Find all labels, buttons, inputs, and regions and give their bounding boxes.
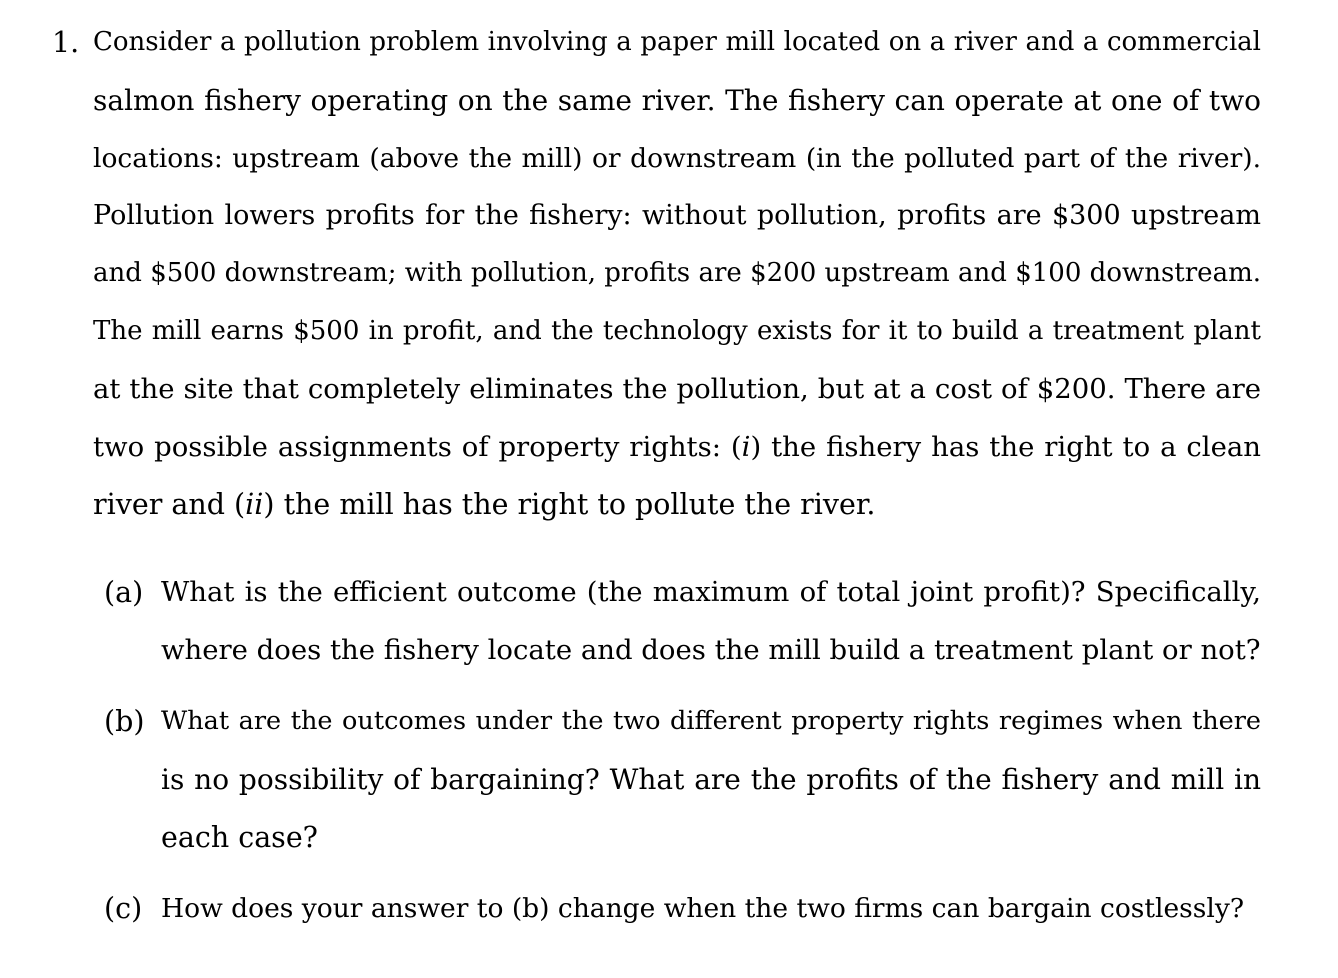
- statement-line: at the site that completely eliminates the pollution, but at a cost of $200. There are: [93, 372, 1261, 405]
- statement-line: The mill earns $500 in profit, and the technology exists for it to build a treatment plant: [93, 315, 1261, 346]
- question-line: What is the efficient outcome (the maximum of total joint profit)? Specifically,: [161, 576, 1261, 608]
- statement-text: two possible assignments of property rights: (: [93, 430, 742, 463]
- part-c-label: (c): [104, 892, 143, 925]
- statement-line: salmon fishery operating on the same river. The fishery can operate at one of two: [93, 83, 1261, 117]
- statement-line: locations: upstream (above the mill) or downstream (in the polluted part of the river).: [93, 142, 1261, 174]
- roman-numeral-i: i: [741, 430, 751, 463]
- problem-number: 1.: [52, 26, 80, 59]
- problem-statement: [93, 14, 1261, 534]
- part-b-question: [161, 693, 1261, 866]
- statement-text: ) the fishery has the right to a clean: [750, 430, 1261, 463]
- part-a-question: [161, 564, 1261, 680]
- question-line: each case?: [161, 820, 318, 854]
- statement-line: Pollution lowers profits for the fishery: without pollution, profits are $300 upstream: [93, 200, 1261, 232]
- part-c-question: [161, 880, 1261, 938]
- part-b-label: (b): [104, 705, 145, 738]
- question-line: where does the fishery locate and does the mill build a treatment plant or not?: [161, 633, 1261, 666]
- statement-text: river and (: [93, 488, 246, 522]
- statement-line: [93, 476, 1261, 534]
- statement-line: Consider a pollution problem involving a paper mill located on a river and a commercial: [93, 27, 1261, 57]
- statement-line: [93, 419, 1261, 477]
- roman-numeral-ii: ii: [245, 488, 264, 522]
- statement-text: ) the mill has the right to pollute the river.: [263, 488, 876, 522]
- question-line: How does your answer to (b) change when the two firms can bargain costlessly?: [161, 893, 1245, 924]
- part-a-label: (a): [104, 576, 144, 609]
- statement-line: and $500 downstream; with pollution, profits are $200 upstream and $100 downstream.: [93, 258, 1261, 289]
- question-line: is no possibility of bargaining? What are the profits of the fishery and mill in: [161, 762, 1261, 796]
- question-line: What are the outcomes under the two different property rights regimes when there: [161, 706, 1261, 736]
